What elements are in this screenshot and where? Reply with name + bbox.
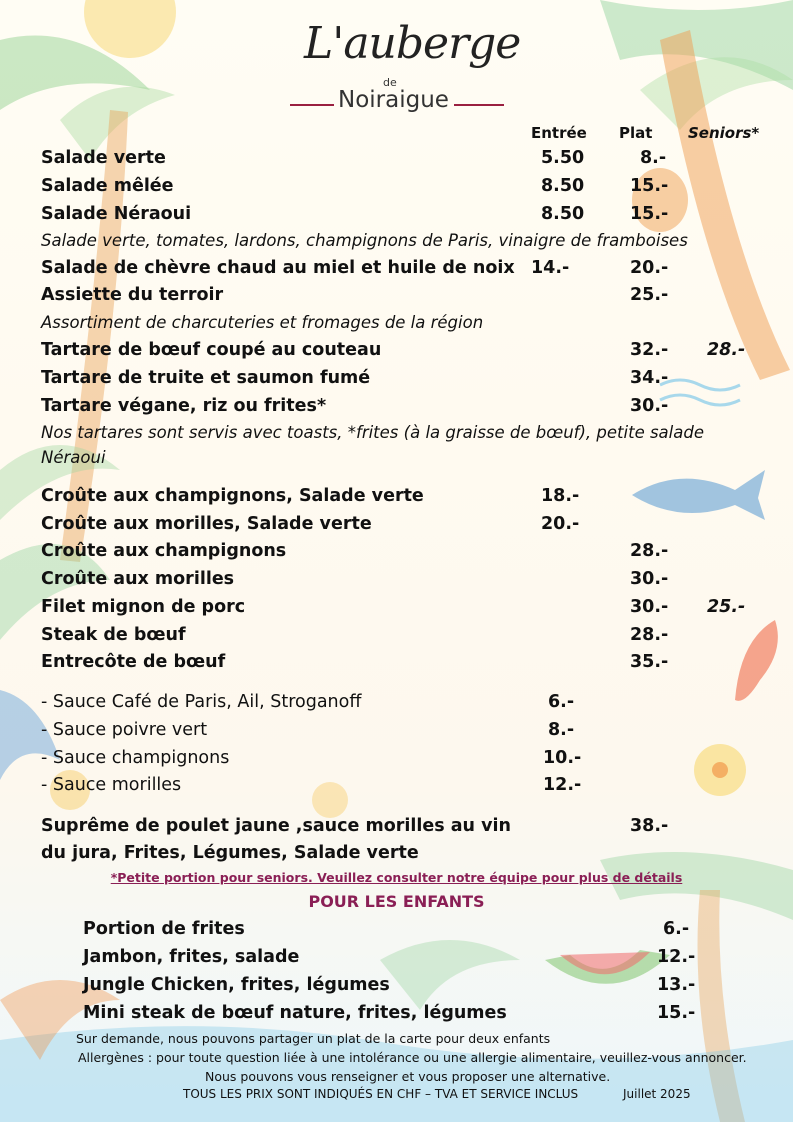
price-plat: 28.- [630, 541, 669, 561]
menu-item-name: Tartare végane, riz ou frites* [41, 396, 327, 416]
menu-item-name: Entrecôte de bœuf [41, 652, 226, 672]
sauce-price: 12.- [543, 775, 582, 795]
menu-item-name: Croûte aux champignons [41, 541, 287, 561]
kids-section-title: POUR LES ENFANTS [308, 892, 485, 911]
price-plat: 30.- [630, 396, 669, 416]
price-seniors: 28.- [707, 340, 746, 360]
menu-item-name: Tartare de truite et saumon fumé [41, 368, 371, 388]
price-entree: 14.- [531, 258, 570, 278]
footer-allergen-note: Allergènes : pour toute question liée à une intolérance ou une allergie alimentaire, veuillez-vous annoncer. [78, 1050, 747, 1065]
kids-item-name: Portion de frites [83, 919, 245, 939]
price-plat: 32.- [630, 340, 669, 360]
price-plat: 35.- [630, 652, 669, 672]
footer-alternative-note: Nous pouvons vous renseigner et vous proposer une alternative. [205, 1069, 611, 1084]
logo-divider-right [454, 104, 504, 106]
menu-item-name: Croûte aux champignons, Salade verte [41, 486, 424, 506]
price-entree: 8.50 [541, 176, 585, 196]
menu-item-name: Salade Néraoui [41, 204, 192, 224]
menu-item-name: Suprême de poulet jaune ,sauce morilles au vin [41, 816, 511, 836]
menu-item-name: Croûte aux morilles, Salade verte [41, 514, 372, 534]
menu-item-name: du jura, Frites, Légumes, Salade verte [41, 843, 419, 863]
menu-item-name: Assiette du terroir [41, 285, 224, 305]
price-plat: 15.- [630, 204, 669, 224]
sauce-item: - Sauce champignons [41, 748, 230, 768]
logo-divider-left [290, 104, 334, 106]
footer-date: Juillet 2025 [623, 1087, 691, 1101]
price-entree: 20.- [541, 514, 580, 534]
sauce-price: 10.- [543, 748, 582, 768]
kids-item-price: 6.- [663, 919, 690, 939]
price-entree: 8.50 [541, 204, 585, 224]
price-plat: 25.- [630, 285, 669, 305]
sauce-item: - Sauce morilles [41, 775, 182, 795]
menu-item-name: Steak de bœuf [41, 625, 186, 645]
kids-item-price: 15.- [657, 1003, 696, 1023]
menu-item-description: Néraoui [41, 448, 106, 467]
sauce-item: - Sauce poivre vert [41, 720, 208, 740]
menu-item-name: Salade de chèvre chaud au miel et huile de noix [41, 258, 515, 278]
footer-prices-note: TOUS LES PRIX SONT INDIQUÉS EN CHF – TVA ET SERVICE INCLUS [183, 1087, 579, 1101]
column-header-plat: Plat [619, 124, 653, 142]
kids-item-price: 12.- [657, 947, 696, 967]
column-header-entree: Entrée [531, 124, 587, 142]
menu-item-name: Salade mêlée [41, 176, 174, 196]
sauce-price: 8.- [548, 720, 575, 740]
menu-item-description: Nos tartares sont servis avec toasts, *frites (à la graisse de bœuf), petite salade [41, 423, 704, 442]
price-plat: 15.- [630, 176, 669, 196]
price-plat: 20.- [630, 258, 669, 278]
kids-item-name: Jambon, frites, salade [83, 947, 300, 967]
menu-item-name: Filet mignon de porc [41, 597, 246, 617]
logo-script: L'auberge [304, 18, 521, 69]
sauce-item: - Sauce Café de Paris, Ail, Stroganoff [41, 692, 362, 712]
column-header-seniors: Seniors* [688, 124, 760, 142]
kids-item-name: Mini steak de bœuf nature, frites, légumes [83, 1003, 507, 1023]
logo-name: Noiraigue [338, 87, 449, 113]
price-seniors: 25.- [707, 597, 746, 617]
price-plat: 34.- [630, 368, 669, 388]
seniors-notice: *Petite portion pour seniors. Veuillez consulter notre équipe pour plus de détails [110, 870, 683, 885]
kids-item-name: Jungle Chicken, frites, légumes [83, 975, 390, 995]
logo-de: de [383, 76, 397, 89]
price-plat: 30.- [630, 569, 669, 589]
menu-item-name: Croûte aux morilles [41, 569, 235, 589]
price-entree: 18.- [541, 486, 580, 506]
price-plat: 8.- [640, 148, 667, 168]
menu-item-name: Tartare de bœuf coupé au couteau [41, 340, 382, 360]
menu-item-description: Assortiment de charcuteries et fromages de la région [41, 313, 484, 332]
price-plat: 30.- [630, 597, 669, 617]
price-plat: 38.- [630, 816, 669, 836]
menu-item-name: Salade verte [41, 148, 166, 168]
price-plat: 28.- [630, 625, 669, 645]
restaurant-logo [290, 18, 521, 118]
footer-sharing-note: Sur demande, nous pouvons partager un plat de la carte pour deux enfants [76, 1031, 551, 1046]
sauce-price: 6.- [548, 692, 575, 712]
price-entree: 5.50 [541, 148, 585, 168]
menu-item-description: Salade verte, tomates, lardons, champignons de Paris, vinaigre de framboises [41, 231, 688, 250]
kids-item-price: 13.- [657, 975, 696, 995]
